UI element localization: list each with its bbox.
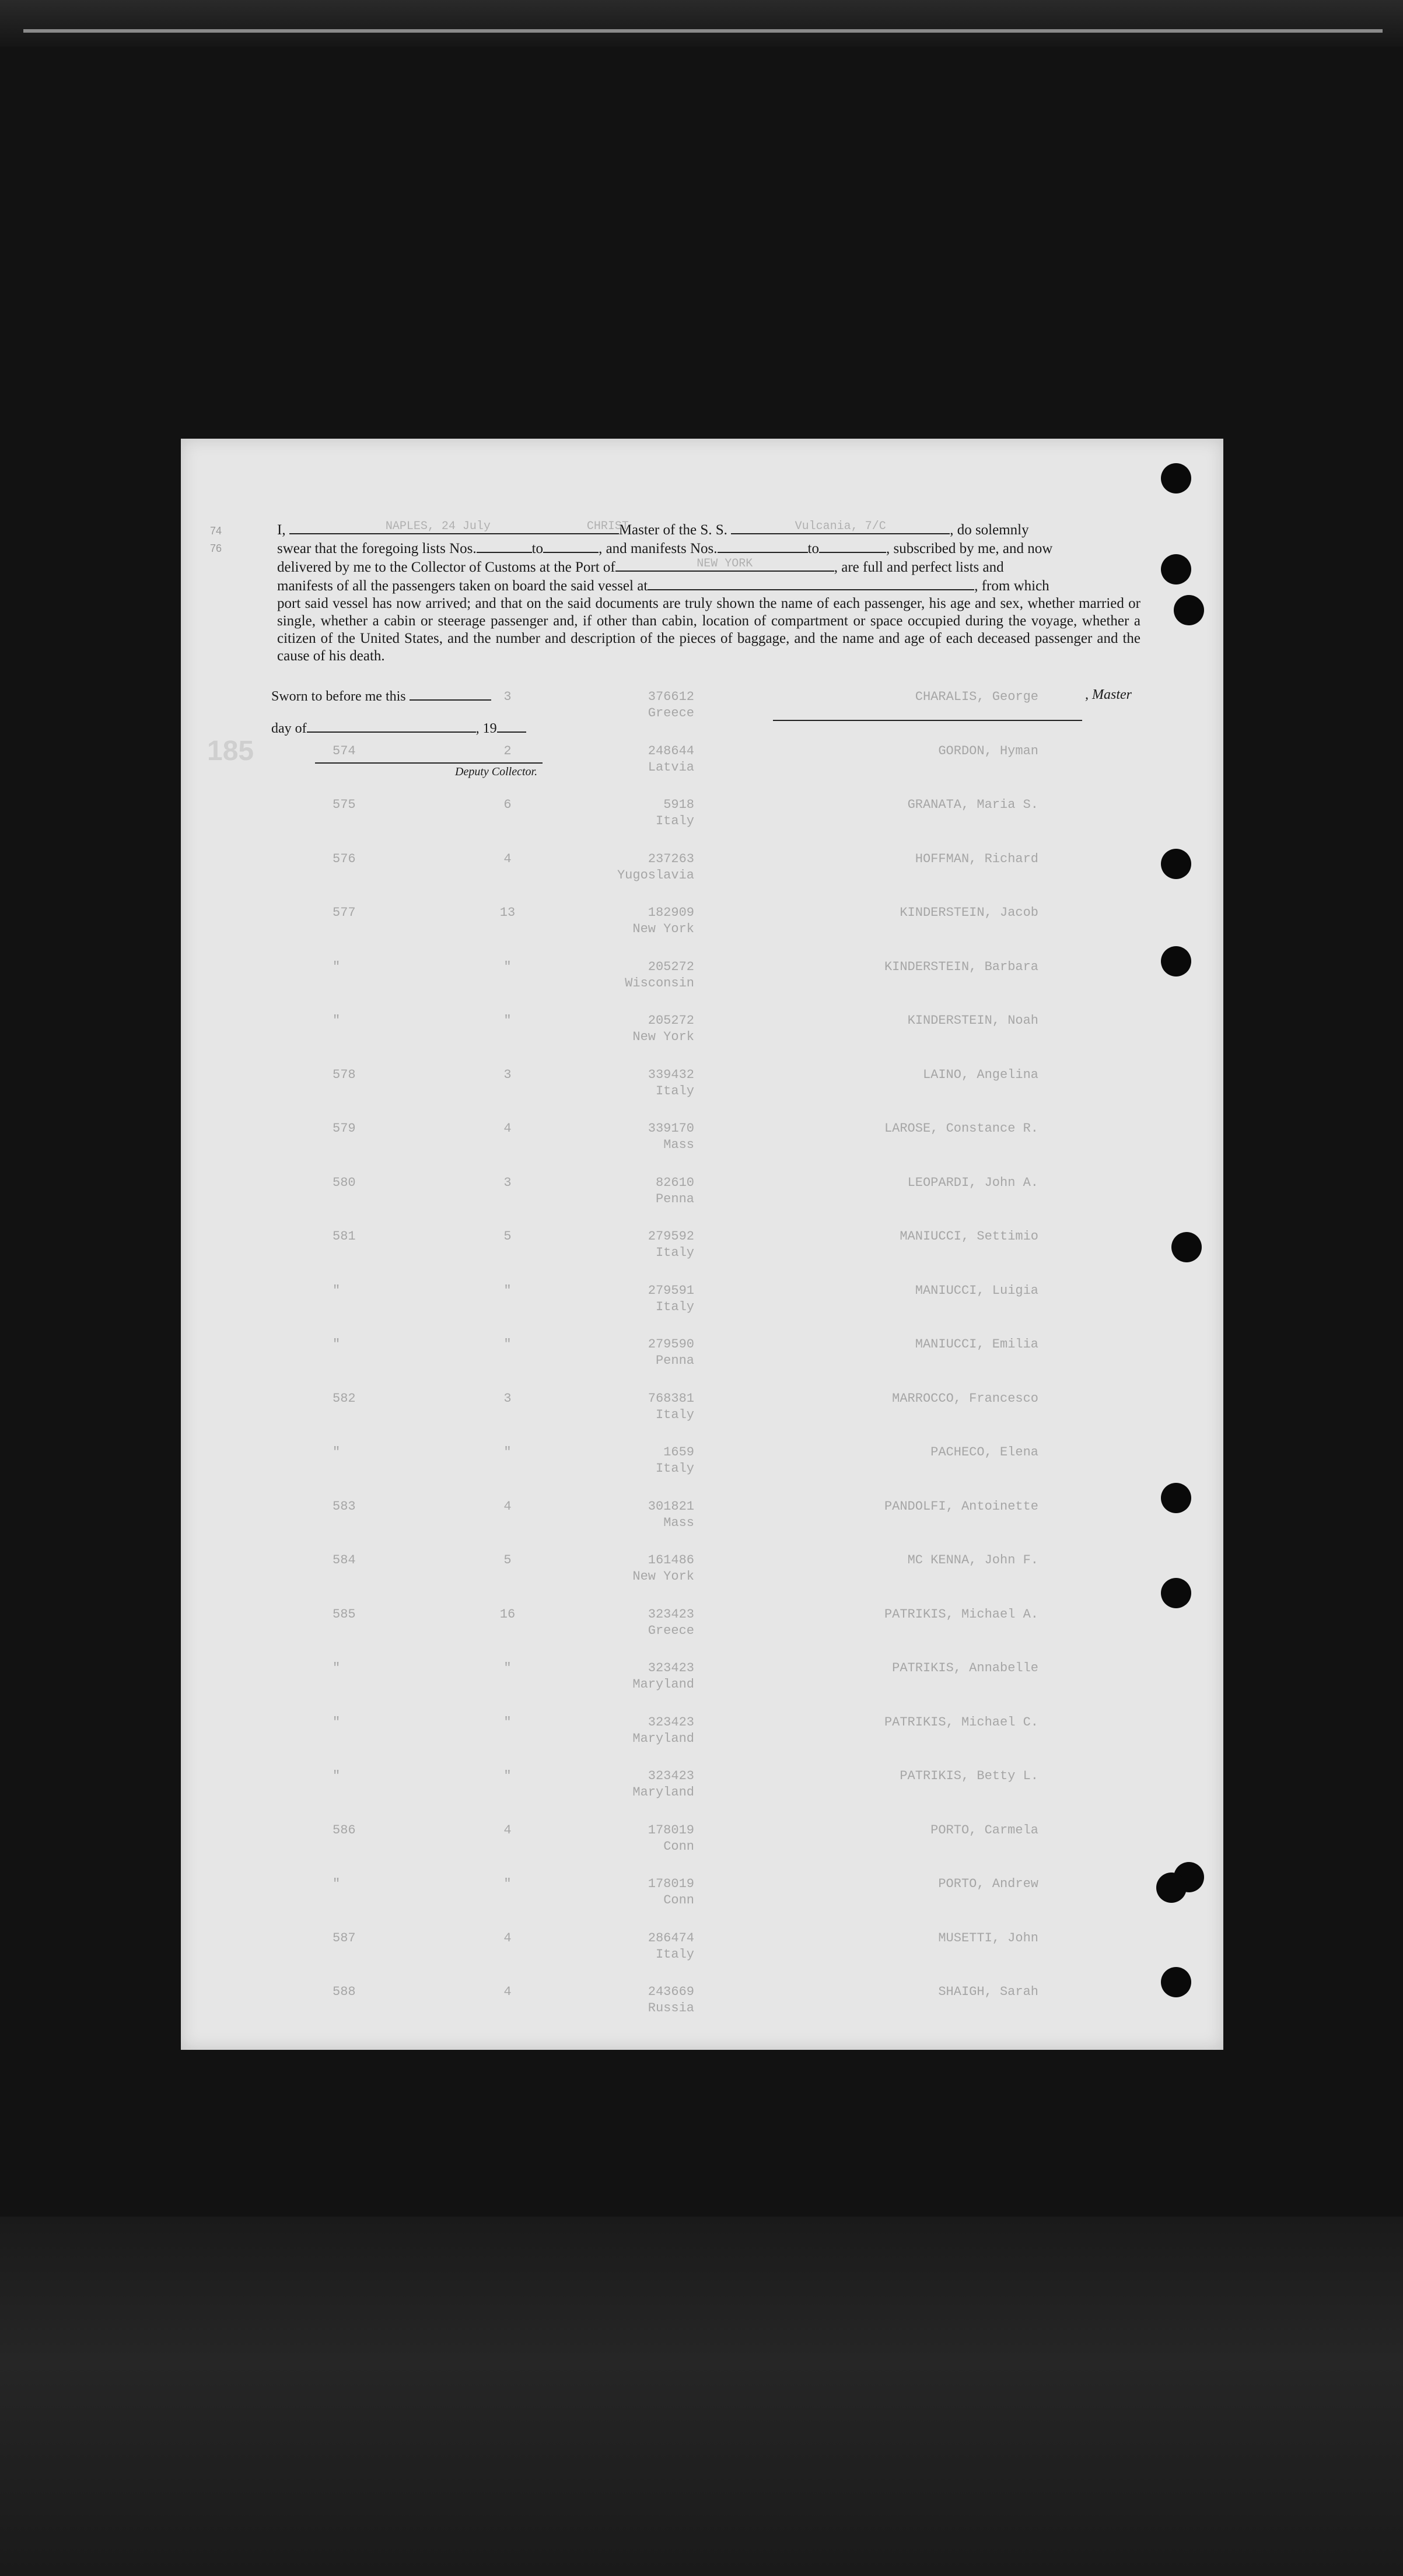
list-number: ": [333, 1283, 341, 1298]
list-number: 580: [333, 1175, 356, 1190]
record-age: 3: [503, 1067, 512, 1082]
film-strip-top: [0, 0, 1403, 47]
birth-place: Italy: [655, 1245, 694, 1260]
list-number: 577: [333, 905, 356, 920]
oath-text: port said vessel has now arrived; and that on the said documents are truly shown the name of each passenger, his age and sex, whether married or single, whether a cabin or steerage passenger and, if other than cabin, location of compartment or space occupied during the voyage, whether a citizen of the United States, and the number and description of the pieces of baggage, and the name and age of each deceased passenger and the cause of his death.: [277, 596, 1140, 664]
record-row: [181, 1224, 1223, 1271]
punch-hole-icon: [1161, 463, 1191, 494]
birth-place: Maryland: [632, 1677, 694, 1692]
passenger-name: LAINO, Angelina: [922, 1067, 1038, 1082]
birth-place: Mass: [663, 1515, 694, 1530]
certificate-number: 237263: [648, 851, 694, 866]
certificate-number: 248644: [648, 743, 694, 758]
oath-text: , subscribed by me, and now: [886, 541, 1053, 556]
name-blank: [289, 520, 587, 534]
record-age: ": [503, 1877, 512, 1891]
birth-place: New York: [632, 922, 694, 936]
birth-place: Greece: [648, 1623, 694, 1638]
passenger-name: PATRIKIS, Betty L.: [900, 1769, 1038, 1783]
oath-text: , are full and perfect lists and: [834, 559, 1004, 575]
birth-place: Conn: [663, 1839, 694, 1854]
record-age: 3: [503, 690, 512, 704]
record-age: 4: [503, 1930, 512, 1945]
oath-text: , do solemnly: [950, 522, 1029, 538]
record-age: 5: [503, 1229, 512, 1244]
deputy-collector-label: Deputy Collector.: [455, 765, 538, 778]
certificate-number: 178019: [648, 1877, 694, 1891]
list-number: 587: [333, 1930, 356, 1945]
certificate-number: 178019: [648, 1822, 694, 1838]
passenger-name: MUSETTI, John: [938, 1930, 1038, 1945]
list-number: ": [333, 1661, 341, 1675]
record-age: 4: [503, 851, 512, 866]
ship-blank: [586, 520, 629, 534]
oath-text: manifests of all the passengers taken on board the said vessel at: [277, 578, 648, 594]
punch-hole-icon: [1161, 554, 1191, 584]
passenger-name: SHAIGH, Sarah: [938, 1985, 1038, 1999]
ghost-page-number: 185: [207, 736, 254, 766]
record-age: 4: [503, 1822, 512, 1838]
record-age: ": [503, 1283, 512, 1298]
record-age: 6: [503, 797, 512, 812]
certificate-number: 279592: [648, 1229, 694, 1244]
certificate-number: 205272: [648, 1013, 694, 1028]
record-age: 4: [503, 1985, 512, 1999]
record-row: [181, 1332, 1223, 1379]
passenger-name: PATRIKIS, Annabelle: [892, 1661, 1038, 1675]
margin-note: 74: [210, 525, 222, 537]
record-row: [181, 1063, 1223, 1110]
certificate-number: 768381: [648, 1391, 694, 1406]
record-row: [181, 685, 1223, 732]
record-row: [181, 1872, 1223, 1919]
record-row: [181, 955, 1223, 1002]
certificate-number: 161486: [648, 1553, 694, 1567]
certificate-number: 339432: [648, 1067, 694, 1082]
passenger-name: PATRIKIS, Michael C.: [884, 1714, 1038, 1730]
certificate-number: 339170: [648, 1121, 694, 1136]
list-number: 585: [333, 1606, 356, 1622]
list-number: 574: [333, 743, 356, 758]
list-number: 584: [333, 1553, 356, 1567]
record-row: [181, 1602, 1223, 1649]
manifest-from-blank: [718, 539, 808, 553]
record-age: ": [503, 1337, 512, 1352]
list-number: 583: [333, 1499, 356, 1514]
master-label: , Master: [1085, 687, 1132, 702]
list-number: ": [333, 1337, 341, 1352]
oath-text: to: [807, 541, 819, 556]
birth-place: Italy: [655, 1299, 694, 1314]
passenger-name: MANIUCCI, Settimio: [900, 1229, 1038, 1244]
oath-text: delivered by me to the Collector of Customs at the Port of: [277, 559, 615, 575]
birth-place: Penna: [655, 1191, 694, 1206]
manifest-page: [181, 439, 1223, 2050]
record-row: [181, 1710, 1223, 1757]
passenger-name: PATRIKIS, Michael A.: [884, 1606, 1038, 1622]
list-number: 578: [333, 1067, 356, 1082]
record-age: ": [503, 1661, 512, 1675]
list-number: 582: [333, 1391, 356, 1406]
list-number: ": [333, 1445, 341, 1460]
record-row: [181, 1548, 1223, 1595]
certificate-number: 279590: [648, 1337, 694, 1352]
sworn-text: , 19: [475, 721, 497, 736]
oath-text: , and manifests Nos.: [599, 541, 718, 556]
oath-text: I,: [277, 522, 286, 538]
passenger-name: LEOPARDI, John A.: [907, 1175, 1038, 1190]
list-number: ": [333, 959, 341, 974]
passenger-name: MARROCCO, Francesco: [892, 1391, 1038, 1406]
birth-place: Conn: [663, 1893, 694, 1908]
passenger-name: MANIUCCI, Luigia: [915, 1283, 1038, 1298]
record-row: [181, 1656, 1223, 1703]
list-number: 579: [333, 1121, 356, 1136]
list-number: ": [333, 1714, 341, 1730]
oath-text: , from which: [974, 578, 1049, 594]
certificate-number: 279591: [648, 1283, 694, 1298]
certificate-number: 323423: [648, 1606, 694, 1622]
certificate-number: 323423: [648, 1661, 694, 1675]
passenger-name: PORTO, Andrew: [938, 1877, 1038, 1891]
sworn-text: Sworn to before me this: [271, 689, 406, 704]
certificate-number: 243669: [648, 1985, 694, 1999]
birth-place: Italy: [655, 1407, 694, 1422]
birth-place: Italy: [655, 1083, 694, 1098]
passenger-name: MC KENNA, John F.: [907, 1553, 1038, 1567]
certificate-number: 323423: [648, 1714, 694, 1730]
record-age: 3: [503, 1391, 512, 1406]
departure-port-blank: [648, 576, 974, 590]
birth-place: New York: [632, 1030, 694, 1044]
record-row: [181, 1494, 1223, 1541]
record-age: 5: [503, 1553, 512, 1567]
list-number: ": [333, 1769, 341, 1783]
record-row: [181, 1926, 1223, 1973]
oath-text: to: [531, 541, 544, 556]
birth-place: Mass: [663, 1138, 694, 1152]
record-age: ": [503, 1445, 512, 1460]
list-number: 588: [333, 1985, 356, 1999]
record-row: [181, 793, 1223, 839]
record-row: [181, 1009, 1223, 1055]
record-age: 16: [499, 1606, 516, 1622]
record-age: ": [503, 1714, 512, 1730]
record-age: 4: [503, 1499, 512, 1514]
bleed-text: Vulcania, 7/C: [795, 520, 886, 533]
list-number: 576: [333, 851, 356, 866]
birth-place: Maryland: [632, 1785, 694, 1800]
record-age: ": [503, 1769, 512, 1783]
passenger-name: KINDERSTEIN, Jacob: [900, 905, 1038, 920]
certificate-number: 82610: [655, 1175, 694, 1190]
bleed-text: CHRIST: [586, 520, 629, 533]
certificate-number: 1659: [663, 1445, 694, 1460]
birth-place: Italy: [655, 1461, 694, 1476]
oath-text: Master of the S. S.: [618, 522, 727, 538]
record-age: 3: [503, 1175, 512, 1190]
passenger-name: KINDERSTEIN, Barbara: [884, 959, 1038, 974]
record-row: [181, 1440, 1223, 1487]
record-row: [181, 1818, 1223, 1865]
list-number: 581: [333, 1229, 356, 1244]
record-row: [181, 1980, 1223, 2027]
birth-place: New York: [632, 1569, 694, 1584]
birth-place: Latvia: [648, 760, 694, 775]
punch-hole-icon: [1174, 595, 1204, 625]
birth-place: Penna: [655, 1353, 694, 1368]
birth-place: Maryland: [632, 1731, 694, 1746]
bleed-text: NEW YORK: [697, 557, 753, 570]
film-edge-line: [23, 29, 1383, 33]
record-age: 4: [503, 1121, 512, 1136]
passenger-name: LAROSE, Constance R.: [884, 1121, 1038, 1136]
record-row: [181, 1387, 1223, 1433]
list-from-blank: [477, 539, 532, 553]
film-strip-bottom: [0, 2217, 1403, 2576]
passenger-name: GORDON, Hyman: [938, 743, 1038, 758]
port-blank: [615, 558, 834, 572]
birth-place: Italy: [655, 1947, 694, 1962]
vessel-blank: [731, 520, 950, 534]
record-row: [181, 739, 1223, 786]
certificate-number: 323423: [648, 1769, 694, 1783]
oath-text: swear that the foregoing lists Nos.: [277, 541, 477, 556]
record-row: [181, 1279, 1223, 1325]
passenger-name: PACHECO, Elena: [930, 1445, 1038, 1460]
birth-place: Wisconsin: [625, 975, 694, 991]
record-age: 13: [499, 905, 516, 920]
passenger-name: GRANATA, Maria S.: [907, 797, 1038, 812]
passenger-name: HOFFMAN, Richard: [915, 851, 1038, 866]
certificate-number: 205272: [648, 959, 694, 974]
birth-place: Yugoslavia: [617, 867, 694, 883]
record-row: [181, 1764, 1223, 1811]
list-to-blank: [543, 539, 599, 553]
margin-note: 76: [210, 542, 222, 554]
passenger-name: PANDOLFI, Antoinette: [884, 1499, 1038, 1514]
passenger-name: KINDERSTEIN, Noah: [907, 1013, 1038, 1028]
record-row: [181, 1116, 1223, 1163]
certificate-number: 301821: [648, 1499, 694, 1514]
passenger-name: CHARALIS, George: [915, 690, 1038, 704]
certificate-number: 182909: [648, 905, 694, 920]
record-age: ": [503, 959, 512, 974]
oath-paragraph: [277, 520, 1140, 665]
record-age: ": [503, 1013, 512, 1028]
birth-place: Russia: [648, 2001, 694, 2015]
passenger-name: MANIUCCI, Emilia: [915, 1337, 1038, 1352]
passenger-name: PORTO, Carmela: [930, 1822, 1038, 1838]
record-row: [181, 901, 1223, 947]
record-age: 2: [503, 743, 512, 758]
manifest-to-blank: [819, 539, 886, 553]
certificate-number: 376612: [648, 690, 694, 704]
bleed-text: NAPLES, 24 July: [385, 520, 491, 533]
record-row: [181, 847, 1223, 894]
certificate-number: 5918: [663, 797, 694, 812]
birth-place: Italy: [655, 814, 694, 828]
birth-place: Greece: [648, 706, 694, 720]
list-number: ": [333, 1877, 341, 1891]
certificate-number: 286474: [648, 1930, 694, 1945]
sworn-text: day of: [271, 721, 307, 736]
list-number: 586: [333, 1822, 356, 1838]
list-number: ": [333, 1013, 341, 1028]
record-row: [181, 1171, 1223, 1217]
list-number: 575: [333, 797, 356, 812]
